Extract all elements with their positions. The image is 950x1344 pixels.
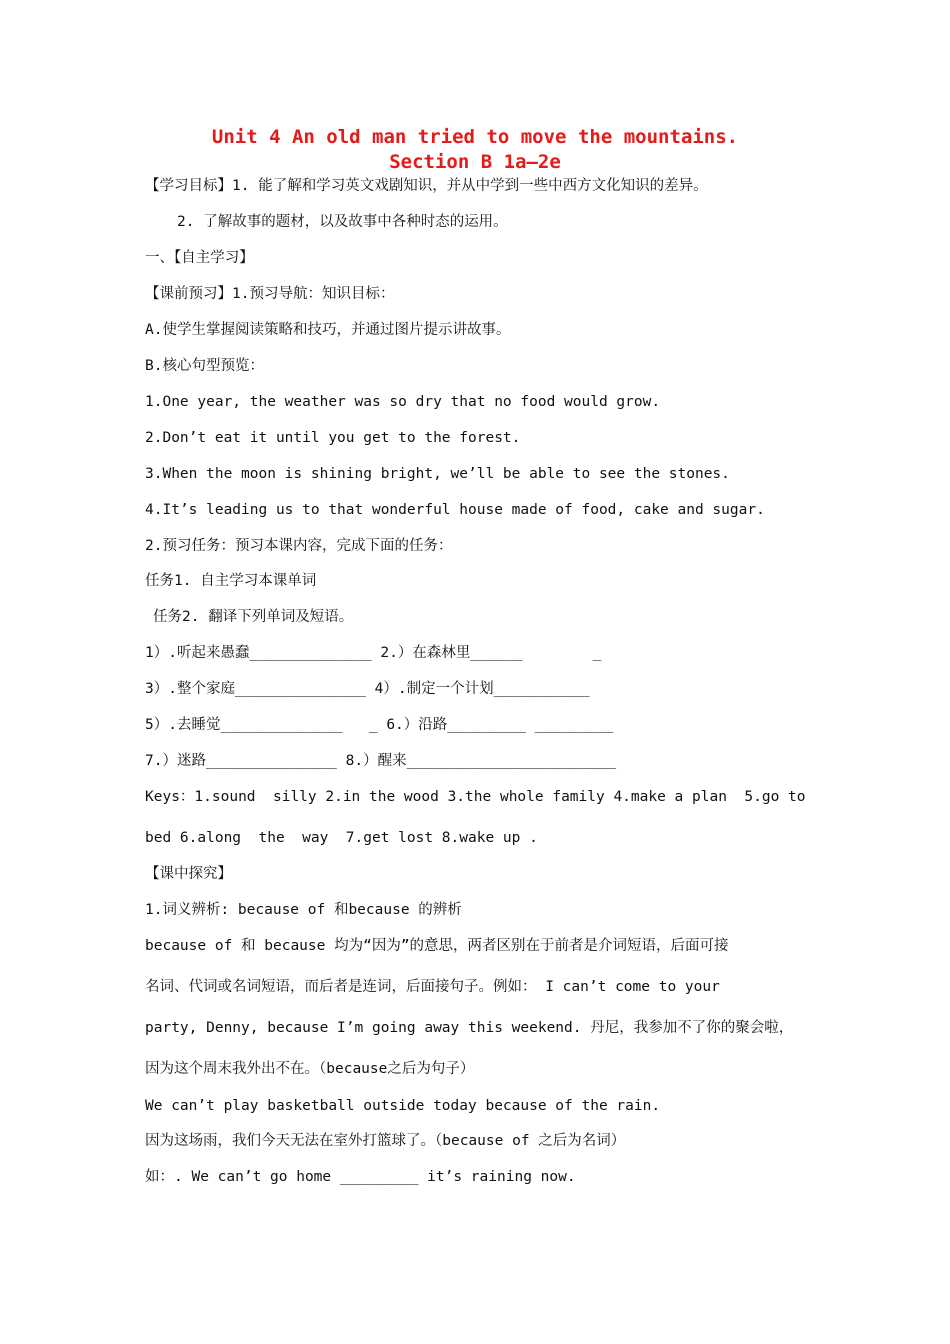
exercise-line: 如：. We can’t go home _________ it’s raining now.	[145, 1169, 576, 1185]
learning-goal-2: 2. 了解故事的题材，以及故事中各种时态的运用。	[177, 214, 508, 230]
unit-title: Unit 4 An old man tried to move the mountains.	[211, 126, 739, 148]
key-sentence-4: 4.It’s leading us to that wonderful house made of food, cake and sugar.	[145, 502, 765, 518]
preview-task-heading: 2.预习任务：预习本课内容，完成下面的任务：	[145, 538, 453, 554]
key-sentence-3: 3.When the moon is shining bright, we’ll be able to see the stones.	[145, 466, 730, 482]
keys-line-1: Keys：1.sound silly 2.in the wood 3.the whole family 4.make a plan 5.go to	[145, 789, 806, 805]
in-class-heading: 【课中探究】	[145, 866, 232, 882]
preview-goal-b: B.核心句型预览：	[145, 358, 264, 374]
translation-row-1: 1）.听起来愚蠢______________ 2.）在森林里______ _	[145, 645, 602, 661]
key-sentence-2: 2.Don’t eat it until you get to the forest.	[145, 430, 521, 446]
key-sentence-1: 1.One year, the weather was so dry that no food would grow.	[145, 394, 661, 410]
preview-heading: 【课前预习】1.预习导航：知识目标：	[145, 286, 395, 302]
translation-row-2: 3）.整个家庭_______________ 4）.制定一个计划___________	[145, 681, 590, 697]
section-title: Section B 1a—2e	[389, 151, 561, 173]
example-chinese: 因为这场雨，我们今天无法在室外打篮球了。（because of 之后为名词）	[145, 1133, 626, 1149]
translation-row-4: 7.）迷路_______________ 8.）醒来________________________	[145, 753, 617, 769]
explanation-line-3: party, Denny, because I’m going away this weekend. 丹尼，我参加不了你的聚会啦，	[145, 1020, 794, 1036]
word-analysis-heading: 1.词义辨析: because of 和because 的辨析	[145, 902, 462, 918]
section-heading-self-study: 一、【自主学习】	[145, 250, 254, 266]
explanation-line-1: because of 和 because 均为“因为”的意思，两者区别在于前者是介词短语，后面可接	[145, 938, 729, 954]
keys-line-2: bed 6.along the way 7.get lost 8.wake up .	[145, 830, 538, 846]
explanation-line-2: 名词、代词或名词短语，而后者是连词，后面接句子。例如： I can’t come to your	[145, 979, 720, 995]
task-1: 任务1. 自主学习本课单词	[145, 573, 317, 589]
translation-row-3: 5）.去睡觉______________ _ 6.）沿路_________ _________	[145, 717, 614, 733]
explanation-line-4: 因为这个周末我外出不在。（because之后为句子）	[145, 1061, 475, 1077]
task-2: 任务2. 翻译下列单词及短语。	[153, 609, 354, 625]
learning-goal-1: 【学习目标】1. 能了解和学习英文戏剧知识，并从中学到一些中西方文化知识的差异。	[145, 178, 708, 194]
example-english: We can’t play basketball outside today because of the rain.	[145, 1098, 661, 1114]
preview-goal-a: A.使学生掌握阅读策略和技巧，并通过图片提示讲故事。	[145, 322, 511, 338]
